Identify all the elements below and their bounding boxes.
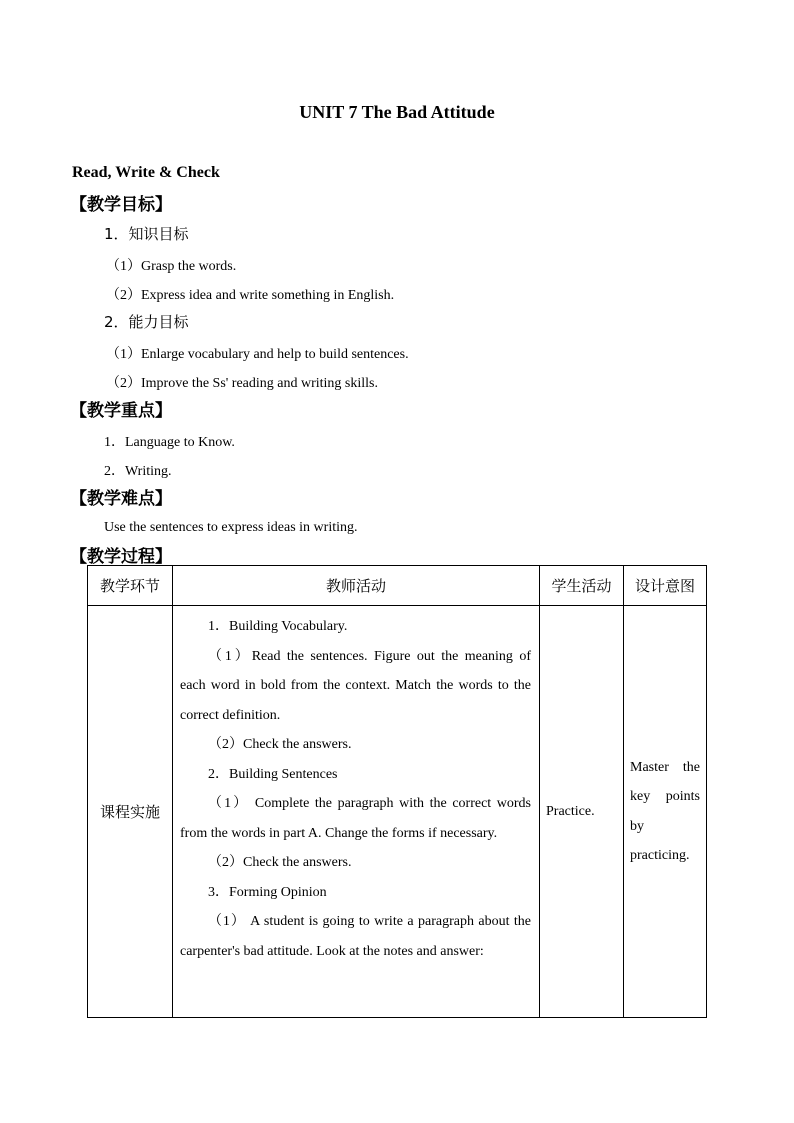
- header-student-activity: 学生活动: [540, 566, 624, 606]
- key-point-1: 1．Language to Know.: [104, 435, 235, 450]
- process-heading: 【教学过程】: [70, 547, 172, 567]
- teacher-line: （1）Read the sentences. Figure out the meaning of each word in bold from the context. Match the words to the correct definition.: [180, 648, 531, 723]
- teacher-line: 3．Forming Opinion: [208, 884, 327, 900]
- teacher-activity-cell: [173, 606, 540, 1018]
- ability-goal-heading: 2．能力目标: [104, 313, 189, 331]
- knowledge-item-1: （1）Grasp the words.: [106, 259, 237, 274]
- knowledge-item-2: （2）Express idea and write something in English.: [106, 288, 395, 303]
- lesson-subtitle: Read, Write & Check: [72, 164, 220, 181]
- teacher-line: 2．Building Sentences: [208, 766, 338, 782]
- teacher-line: 1．Building Vocabulary.: [208, 619, 348, 634]
- difficulties-text: Use the sentences to express ideas in writing.: [104, 520, 358, 535]
- ability-item-2: （2）Improve the Ss' reading and writing skills.: [106, 376, 378, 391]
- stage-cell: 课程实施: [88, 606, 173, 1018]
- header-design-intent: 设计意图: [624, 566, 707, 606]
- design-intent-cell: Master the key points by practicing.: [624, 606, 707, 1018]
- student-activity-cell: Practice.: [540, 606, 624, 1018]
- key-points-heading: 【教学重点】: [70, 401, 172, 421]
- header-teacher-activity: 教师活动: [173, 566, 540, 606]
- difficulties-heading: 【教学难点】: [70, 489, 172, 509]
- teacher-line: （2）Check the answers.: [208, 737, 352, 752]
- header-stage: 教学环节: [88, 566, 173, 606]
- table-header-row: [88, 566, 707, 606]
- objectives-heading: 【教学目标】: [70, 195, 172, 215]
- key-point-2: 2．Writing.: [104, 464, 172, 479]
- table-row: [88, 606, 707, 1018]
- process-table: [87, 565, 707, 1018]
- teacher-line: （2）Check the answers.: [208, 855, 352, 870]
- knowledge-goal-heading: 1．知识目标: [104, 225, 189, 243]
- teacher-line: （1） Complete the paragraph with the correct words from the words in part A. Change the forms if necessary.: [180, 796, 531, 841]
- teacher-line: （1） A student is going to write a paragraph about the carpenter's bad attitude. Look at the notes and answer:: [180, 914, 531, 959]
- document-title: UNIT 7 The Bad Attitude: [299, 102, 495, 122]
- ability-item-1: （1）Enlarge vocabulary and help to build sentences.: [106, 347, 409, 362]
